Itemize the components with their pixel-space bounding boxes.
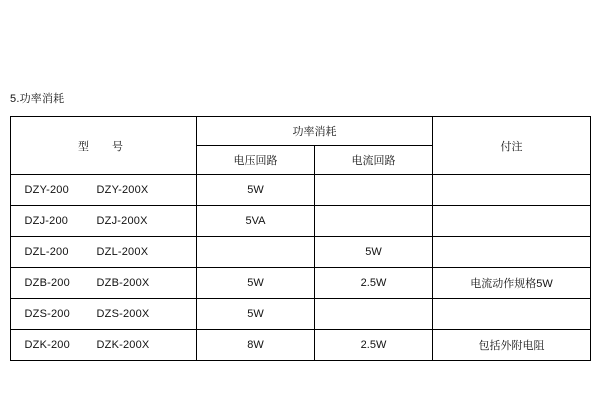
header-note: 付注 xyxy=(433,117,591,175)
cell-note xyxy=(433,299,591,330)
model-code-secondary: DZK-200X xyxy=(96,339,150,351)
cell-voltage: 8W xyxy=(197,330,315,361)
cell-note xyxy=(433,206,591,237)
cell-model xyxy=(11,299,197,330)
table-row xyxy=(11,330,591,361)
header-model: 型 号 xyxy=(11,117,197,175)
model-code-secondary: DZY-200X xyxy=(96,184,149,196)
cell-note: 电流动作规格5W xyxy=(433,268,591,299)
power-consumption-table xyxy=(10,116,591,361)
section-title: 5.功率消耗 xyxy=(10,93,65,105)
cell-note xyxy=(433,237,591,268)
model-code-primary: DZJ-200 xyxy=(24,215,69,227)
cell-voltage: 5W xyxy=(197,268,315,299)
header-voltage-circuit: 电压回路 xyxy=(197,146,315,175)
table-row xyxy=(11,299,591,330)
cell-voltage: 5VA xyxy=(197,206,315,237)
cell-model xyxy=(11,175,197,206)
cell-current xyxy=(315,175,433,206)
header-current-circuit: 电流回路 xyxy=(315,146,433,175)
cell-note: 包括外附电阻 xyxy=(433,330,591,361)
model-code-secondary: DZB-200X xyxy=(96,277,150,289)
cell-voltage xyxy=(197,237,315,268)
cell-current: 2.5W xyxy=(315,268,433,299)
table-head xyxy=(11,117,591,175)
cell-model xyxy=(11,330,197,361)
table-row xyxy=(11,237,591,268)
cell-current: 5W xyxy=(315,237,433,268)
model-code-primary: DZL-200 xyxy=(24,246,69,258)
cell-voltage: 5W xyxy=(197,175,315,206)
cell-model xyxy=(11,268,197,299)
power-consumption-table-wrapper xyxy=(10,116,590,361)
cell-current xyxy=(315,299,433,330)
model-code-primary: DZK-200 xyxy=(24,339,70,351)
model-code-primary: DZY-200 xyxy=(24,184,69,196)
table-row xyxy=(11,268,591,299)
cell-note xyxy=(433,175,591,206)
table-body xyxy=(11,175,591,361)
cell-current xyxy=(315,206,433,237)
model-code-primary: DZS-200 xyxy=(24,308,70,320)
table-header-row-1 xyxy=(11,117,591,146)
cell-current: 2.5W xyxy=(315,330,433,361)
model-code-primary: DZB-200 xyxy=(24,277,70,289)
model-code-secondary: DZS-200X xyxy=(96,308,150,320)
table-row xyxy=(11,206,591,237)
cell-voltage: 5W xyxy=(197,299,315,330)
model-code-secondary: DZL-200X xyxy=(96,246,149,258)
cell-model xyxy=(11,237,197,268)
header-power-consumption: 功率消耗 xyxy=(197,117,433,146)
table-row xyxy=(11,175,591,206)
model-code-secondary: DZJ-200X xyxy=(96,215,148,227)
cell-model xyxy=(11,206,197,237)
